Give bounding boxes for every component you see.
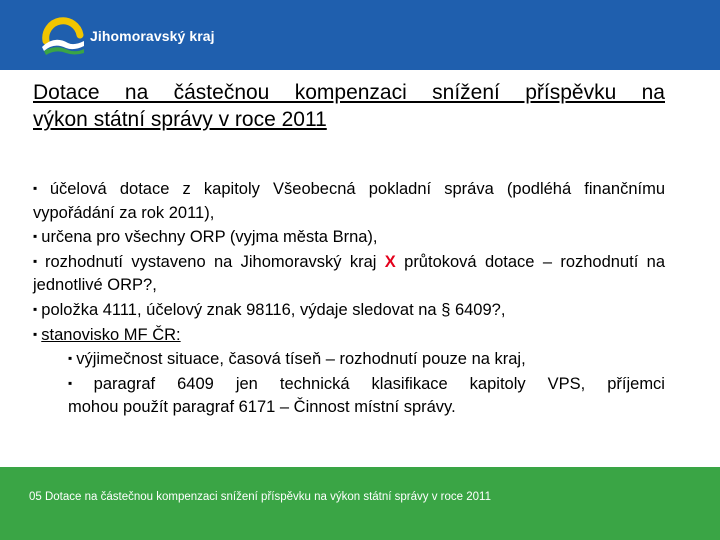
footer-text: 05 Dotace na částečnou kompenzaci snížení příspěvku na výkon státní správy v roce 2011	[29, 491, 491, 503]
bullet-icon: ▪	[33, 181, 46, 195]
sub-list-item	[68, 372, 665, 420]
logo	[40, 17, 245, 57]
list-item-text: stanovisko MF ČR:	[41, 325, 181, 344]
title-line-2: výkon státní správy v roce 2011	[33, 108, 327, 131]
list-item	[33, 298, 665, 323]
red-x-mark: X	[384, 252, 396, 271]
list-item-text: určena pro všechny ORP (vyjma města Brna),	[41, 228, 378, 247]
list-item	[33, 225, 665, 250]
logo-text: Jihomoravský kraj	[90, 28, 215, 44]
list-item-text: položka 4111, účelový znak 98116, výdaje sledovat na § 6409?,	[41, 300, 506, 319]
bullet-icon: ▪	[33, 253, 42, 268]
list-item	[33, 323, 665, 348]
list-item-text: průtoková dotace – rozhodnutí na jednotlivé ORP?,	[33, 252, 665, 295]
jmk-logo-icon	[40, 17, 86, 57]
list-item-text: rozhodnutí vystaveno na Jihomoravský kraj	[45, 252, 377, 271]
sub-list-item-text: výjimečnost situace, časová tíseň – rozhodnutí pouze na kraj,	[76, 350, 526, 369]
bullet-icon: ▪	[33, 301, 38, 316]
footer-bar	[0, 467, 720, 540]
bullet-icon: ▪	[68, 375, 90, 390]
list-item	[33, 177, 665, 225]
sub-list-item-line	[68, 372, 665, 397]
sub-list-item-text: paragraf 6409 jen technická klasifikace kapitoly VPS, příjemci	[93, 374, 665, 393]
sub-list-item-line: mohou použít paragraf 6171 – Činnost místní správy.	[68, 398, 456, 417]
bullet-icon: ▪	[33, 229, 38, 244]
title-line-1: Dotace na částečnou kompenzaci snížení příspěvku na	[33, 81, 665, 104]
bullet-icon: ▪	[68, 351, 73, 366]
content-body	[33, 177, 665, 420]
list-item-text: účelová dotace z kapitoly Všeobecná pokladní správa (podléhá finančnímu vypořádání za rok 2011),	[33, 180, 665, 222]
header-bar	[0, 0, 720, 70]
list-item	[33, 250, 665, 298]
slide-title	[33, 79, 665, 133]
bullet-icon: ▪	[33, 326, 38, 341]
sub-list-item	[68, 347, 665, 372]
